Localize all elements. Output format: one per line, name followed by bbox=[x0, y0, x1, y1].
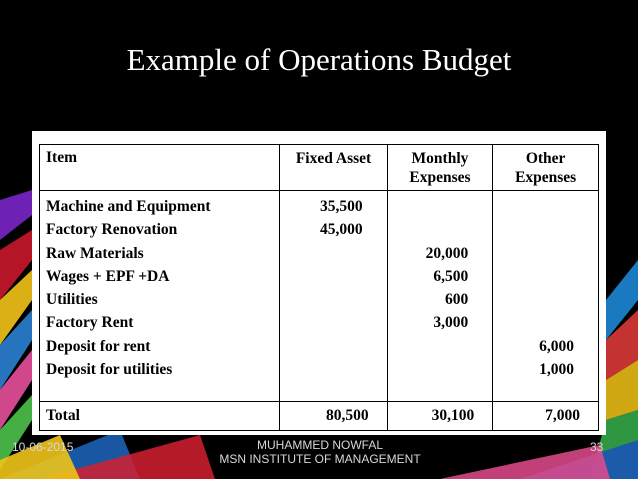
table-cell-other bbox=[499, 288, 592, 311]
header-other-line2: Expenses bbox=[515, 169, 577, 186]
footer-institute: MSN INSTITUTE OF MANAGEMENT bbox=[219, 452, 421, 466]
table-cell-fixed: 45,000 bbox=[319, 221, 363, 239]
table-cell-monthly bbox=[394, 335, 487, 358]
table-cell-fixed bbox=[286, 311, 380, 334]
table-cell-fixed bbox=[286, 358, 380, 381]
footer-author-name: MUHAMMED NOWFAL bbox=[257, 438, 383, 452]
table-cell-monthly bbox=[394, 195, 487, 218]
table-cell-other bbox=[499, 218, 592, 241]
header-monthly-line2: Expenses bbox=[409, 169, 471, 186]
table-header-row bbox=[40, 145, 599, 191]
table-row-item: Factory Rent bbox=[46, 314, 134, 332]
table-row-item: Deposit for rent bbox=[46, 337, 151, 355]
table-cell-fixed bbox=[286, 288, 380, 311]
table-cell-other bbox=[499, 195, 592, 218]
header-fixed-asset: Fixed Asset bbox=[280, 145, 387, 191]
table-cell-fixed bbox=[286, 265, 380, 288]
table-cell-other bbox=[499, 242, 592, 265]
table-cell-other bbox=[499, 265, 592, 288]
fixed-asset-column bbox=[280, 191, 387, 402]
slide-title: Example of Operations Budget bbox=[126, 42, 512, 77]
table-cell-other: 1,000 bbox=[539, 361, 574, 379]
table-row-item: Deposit for utilities bbox=[46, 361, 173, 379]
table-row-item: Utilities bbox=[46, 291, 98, 309]
table-row-item: Raw Materials bbox=[46, 244, 144, 262]
table-total-row bbox=[40, 402, 599, 431]
table-cell-fixed bbox=[286, 335, 380, 358]
total-other-expenses: 7,000 bbox=[493, 402, 599, 431]
monthly-expenses-column bbox=[387, 191, 493, 402]
table-cell-fixed: 35,500 bbox=[319, 198, 363, 215]
header-monthly-line1: Monthly bbox=[411, 150, 469, 167]
table-cell-monthly: 3,000 bbox=[433, 314, 469, 332]
operations-budget-table bbox=[39, 144, 599, 431]
table-cell-monthly: 6,500 bbox=[433, 267, 469, 285]
header-item: Item bbox=[40, 145, 280, 191]
footer-page-number: 33 bbox=[590, 440, 604, 454]
item-column bbox=[40, 191, 280, 402]
table-cell-monthly: 600 bbox=[445, 291, 469, 309]
table-cell-monthly bbox=[394, 218, 487, 241]
table-cell-other: 6,000 bbox=[539, 337, 574, 355]
table-cell-fixed bbox=[286, 242, 380, 265]
table-row-item: Machine and Equipment bbox=[46, 198, 211, 215]
table-cell-other bbox=[499, 311, 592, 334]
budget-table-card bbox=[32, 131, 606, 435]
table-cell-monthly bbox=[394, 358, 487, 381]
total-fixed-asset: 80,500 bbox=[280, 402, 387, 431]
table-row-item: Wages + EPF +DA bbox=[46, 267, 170, 285]
table-row-item: Factory Renovation bbox=[46, 221, 178, 239]
footer-author bbox=[200, 438, 440, 466]
other-expenses-column bbox=[493, 191, 599, 402]
table-body-row bbox=[40, 191, 599, 402]
header-other-expenses bbox=[493, 145, 599, 191]
header-other-line1: Other bbox=[525, 150, 566, 167]
total-label: Total bbox=[40, 402, 280, 431]
table-cell-monthly: 20,000 bbox=[425, 244, 469, 262]
footer-date: 10-06-2015 bbox=[12, 440, 74, 454]
total-monthly-expenses: 30,100 bbox=[387, 402, 493, 431]
header-monthly-expenses bbox=[387, 145, 493, 191]
